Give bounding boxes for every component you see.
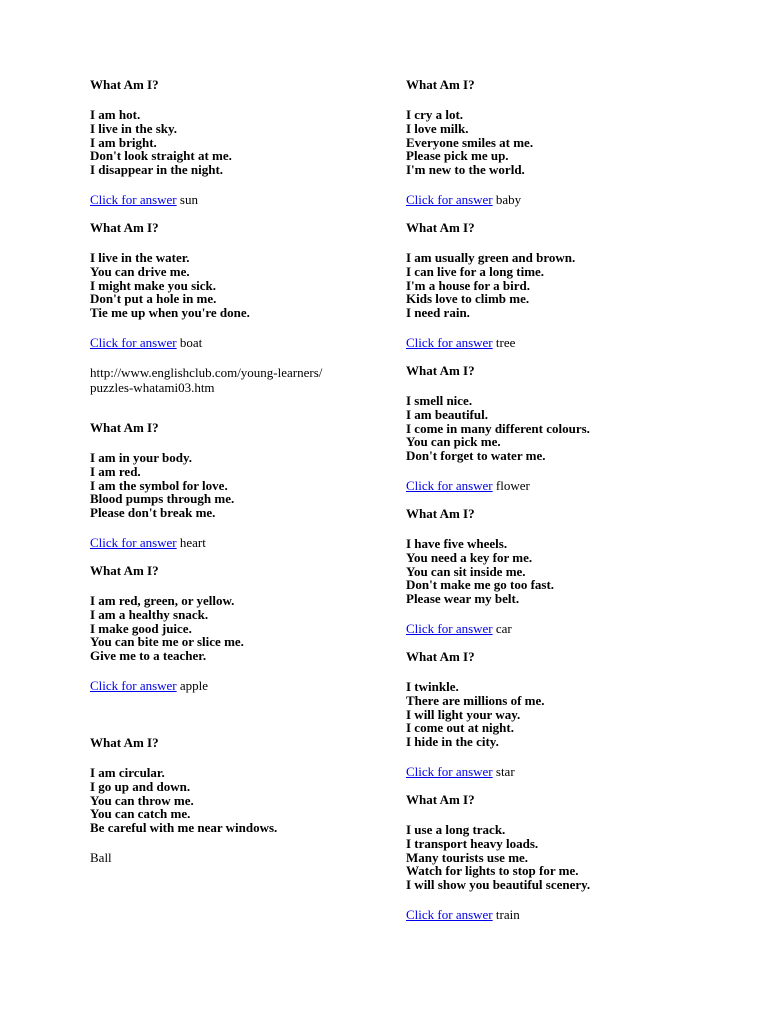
riddle-line: I have five wheels. — [406, 536, 508, 551]
answer-text: car — [495, 620, 512, 636]
riddle-line: Everyone smiles at me. — [406, 134, 534, 150]
riddle-line: I smell nice. — [406, 393, 473, 408]
answer-link[interactable]: Click for answer — [90, 334, 177, 350]
riddle-line: I love milk. — [406, 120, 469, 136]
riddle-heading: What Am I? — [90, 77, 159, 92]
riddle-line: I am hot. — [90, 107, 141, 122]
answer-link[interactable]: Click for answer — [406, 620, 493, 636]
riddle-line: I'm a house for a bird. — [406, 277, 530, 293]
riddle-line: I can live for a long time. — [406, 263, 545, 279]
source-url — [90, 365, 322, 395]
answer-row — [406, 193, 533, 207]
riddle-line: Tie me up when you're done. — [90, 305, 250, 321]
riddle-line: Be careful with me near windows. — [90, 820, 278, 836]
riddle-line: You can bite me or slice me. — [90, 634, 244, 650]
riddle-line: I might make you sick. — [90, 277, 217, 293]
answer-text: train — [495, 906, 520, 922]
riddle-block — [90, 736, 277, 865]
riddle-line: Blood pumps through me. — [90, 491, 235, 507]
answer-link[interactable]: Click for answer — [406, 477, 493, 493]
riddle-line: I come in many different colours. — [406, 420, 590, 436]
answer-text: heart — [179, 534, 206, 550]
answer-link[interactable]: Click for answer — [406, 906, 493, 922]
riddle-line: I come out at night. — [406, 720, 514, 736]
riddle-line: I am red. — [90, 463, 141, 479]
riddle-line: I am beautiful. — [406, 406, 488, 422]
answer-row — [90, 336, 250, 350]
answer-text: star — [495, 763, 515, 779]
riddle-heading: What Am I? — [406, 220, 475, 235]
answer-row — [406, 479, 590, 493]
riddle-line: You can throw me. — [90, 792, 194, 808]
answer-link[interactable]: Click for answer — [90, 191, 177, 207]
answer-link[interactable]: Click for answer — [406, 191, 493, 207]
riddle-line: Watch for lights to stop for me. — [406, 863, 579, 879]
riddle-block — [406, 650, 545, 779]
riddle-heading: What Am I? — [406, 649, 475, 664]
riddle-heading: What Am I? — [90, 420, 159, 435]
riddle-line: I'm new to the world. — [406, 162, 525, 178]
riddle-line: Please wear my belt. — [406, 591, 520, 607]
riddle-line: You can sit inside me. — [406, 563, 526, 579]
riddle-line: I go up and down. — [90, 778, 191, 794]
answer-row — [406, 622, 554, 636]
riddle-heading: What Am I? — [406, 792, 475, 807]
answer-row — [90, 536, 234, 550]
riddle-block — [90, 421, 234, 550]
riddle-line: I am the symbol for love. — [90, 477, 228, 493]
riddle-heading: What Am I? — [406, 506, 475, 521]
riddle-line: Don't look straight at me. — [90, 148, 232, 164]
answer-row — [406, 908, 590, 922]
source-url-line: puzzles-whatami03.htm — [90, 380, 215, 395]
riddle-line: I will light your way. — [406, 706, 521, 722]
riddle-line: Don't put a hole in me. — [90, 291, 217, 307]
riddle-line: I am bright. — [90, 134, 157, 150]
riddle-heading: What Am I? — [90, 735, 159, 750]
riddle-line: I am red, green, or yellow. — [90, 593, 235, 608]
answer-text: Ball — [90, 849, 112, 865]
answer-text: flower — [495, 477, 530, 493]
riddle-line: I am circular. — [90, 765, 165, 780]
riddle-heading: What Am I? — [406, 363, 475, 378]
riddle-block — [90, 221, 250, 350]
answer-text: baby — [495, 191, 522, 207]
riddle-line: I live in the water. — [90, 250, 190, 265]
source-url-line: http://www.englishclub.com/young-learners/ — [90, 365, 323, 380]
riddle-block — [90, 564, 244, 693]
answer-text: sun — [179, 191, 198, 207]
riddle-line: Please pick me up. — [406, 148, 509, 164]
riddle-heading: What Am I? — [90, 563, 159, 578]
riddle-block — [406, 221, 575, 350]
riddle-line: I cry a lot. — [406, 107, 464, 122]
riddle-line: There are millions of me. — [406, 692, 545, 708]
riddle-line: You can pick me. — [406, 434, 501, 450]
answer-text: apple — [179, 677, 209, 693]
riddle-line: I twinkle. — [406, 679, 459, 694]
riddle-block — [406, 507, 554, 636]
riddle-line: I am in your body. — [90, 450, 192, 465]
riddle-heading: What Am I? — [406, 77, 475, 92]
riddle-line: I need rain. — [406, 305, 470, 321]
riddle-block — [406, 793, 590, 922]
answer-text: tree — [495, 334, 516, 350]
answer-link[interactable]: Click for answer — [406, 334, 493, 350]
answer-link[interactable]: Click for answer — [90, 534, 177, 550]
riddle-line: You can drive me. — [90, 263, 190, 279]
riddle-line: I am a healthy snack. — [90, 606, 209, 622]
answer-row — [90, 193, 232, 207]
answer-link[interactable]: Click for answer — [90, 677, 177, 693]
riddle-line: I hide in the city. — [406, 734, 499, 750]
riddle-block — [90, 78, 232, 207]
riddle-line: I live in the sky. — [90, 120, 178, 136]
riddle-line: I am usually green and brown. — [406, 250, 576, 265]
riddle-line: I disappear in the night. — [90, 162, 224, 178]
riddle-block — [406, 78, 533, 207]
riddle-line: I use a long track. — [406, 822, 506, 837]
answer-row — [90, 679, 244, 693]
riddle-line: Kids love to climb me. — [406, 291, 530, 307]
answer-link[interactable]: Click for answer — [406, 763, 493, 779]
riddle-line: I transport heavy loads. — [406, 835, 539, 851]
riddle-line: Many tourists use me. — [406, 849, 529, 865]
riddle-heading: What Am I? — [90, 220, 159, 235]
answer-row — [406, 336, 575, 350]
riddle-line: I will show you beautiful scenery. — [406, 877, 591, 893]
riddle-block — [406, 364, 590, 493]
answer-row — [406, 765, 545, 779]
riddle-line: Don't forget to water me. — [406, 448, 546, 464]
riddle-line: Don't make me go too fast. — [406, 577, 555, 593]
riddle-line: I make good juice. — [90, 620, 192, 636]
riddle-line: Give me to a teacher. — [90, 648, 207, 664]
riddle-line: You need a key for me. — [406, 549, 533, 565]
answer-text: boat — [179, 334, 203, 350]
riddle-line: Please don't break me. — [90, 505, 216, 521]
riddle-line: You can catch me. — [90, 806, 191, 822]
